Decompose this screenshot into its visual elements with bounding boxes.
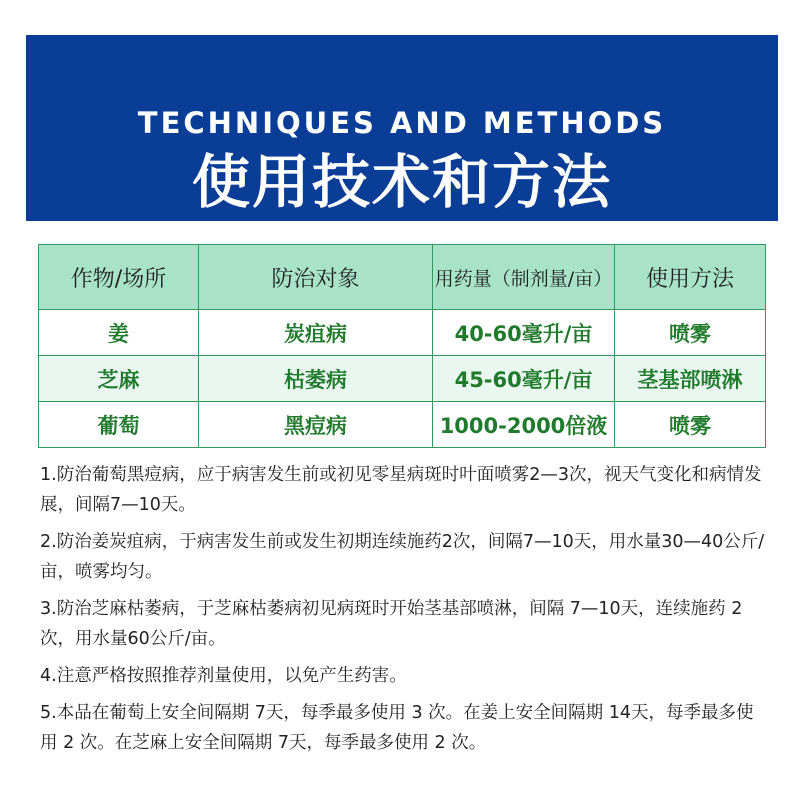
table-row <box>39 356 766 402</box>
header-target: 防治对象 <box>199 245 433 310</box>
header-method: 使用方法 <box>615 245 766 310</box>
note-item: 4.注意严格按照推荐剂量使用，以免产生药害。 <box>40 666 407 686</box>
header-dosage: 用药量（制剂量/亩） <box>433 245 615 310</box>
cell-method: 喷雾 <box>615 310 766 356</box>
cell-crop: 芝麻 <box>39 356 199 402</box>
usage-notes <box>40 460 765 765</box>
cell-target: 炭疽病 <box>199 310 433 356</box>
cell-target: 枯萎病 <box>199 356 433 402</box>
note-item: 2.防治姜炭疽病，于病害发生前或发生初期连续施药2次，间隔7—10天，用水量30—40公斤/亩，喷雾均匀。 <box>40 532 765 582</box>
table-row <box>39 402 766 448</box>
cell-crop: 姜 <box>39 310 199 356</box>
note-item: 1.防治葡萄黑痘病，应于病害发生前或初见零星病斑时叶面喷雾2—3次，视天气变化和病情发展，间隔7—10天。 <box>40 465 762 515</box>
title-banner <box>26 35 778 221</box>
note-item: 3.防治芝麻枯萎病，于芝麻枯萎病初见病斑时开始茎基部喷淋，间隔 7—10天，连续施药 2 次，用水量60公斤/亩。 <box>40 599 743 649</box>
note-item: 5.本品在葡萄上安全间隔期 7天，每季最多使用 3 次。在姜上安全间隔期 14天，每季最多使用 2 次。在芝麻上安全间隔期 7天，每季最多使用 2 次。 <box>40 703 754 753</box>
header-crop: 作物/场所 <box>39 245 199 310</box>
cell-dosage: 1000-2000倍液 <box>433 402 615 448</box>
table-row <box>39 310 766 356</box>
cell-target: 黑痘病 <box>199 402 433 448</box>
cell-dosage: 40-60毫升/亩 <box>433 310 615 356</box>
cell-method: 喷雾 <box>615 402 766 448</box>
cell-dosage: 45-60毫升/亩 <box>433 356 615 402</box>
chinese-title: 使用技术和方法 <box>191 148 612 216</box>
english-title: TECHNIQUES AND METHODS <box>137 106 667 140</box>
cell-method: 茎基部喷淋 <box>615 356 766 402</box>
table-header-row <box>39 245 766 310</box>
cell-crop: 葡萄 <box>39 402 199 448</box>
usage-table <box>38 244 766 448</box>
